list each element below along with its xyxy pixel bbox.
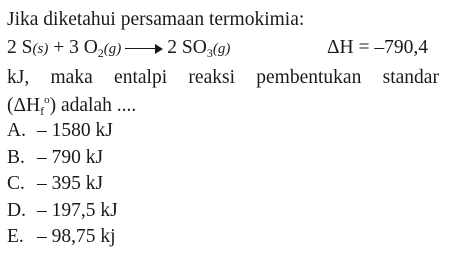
delta-h-label: ΔH — [327, 37, 354, 58]
state-gas-oxygen: (g) — [103, 41, 122, 57]
formation-subscript: f — [40, 104, 45, 118]
thermochemical-equation — [7, 34, 447, 64]
option-value: – 197,5 kJ — [37, 199, 118, 221]
option-value: – 98,75 kj — [37, 226, 116, 247]
reaction-arrow-icon — [125, 42, 163, 56]
word: reaksi — [188, 67, 235, 88]
question-ending: adalah .... — [61, 95, 137, 116]
product-sulfur-trioxide: 2 SO — [167, 37, 207, 58]
word: maka — [50, 67, 93, 88]
question-line-3 — [7, 64, 439, 92]
option-letter: B. — [7, 146, 25, 168]
oxygen-subscript: 2 — [97, 46, 104, 60]
reactant-oxygen: 3 O — [69, 37, 98, 58]
option-value: – 1580 kJ — [37, 120, 113, 141]
word: standar — [382, 67, 439, 88]
reactant-sulfur: 2 S — [7, 37, 33, 58]
option-letter: E. — [7, 226, 24, 247]
option-letter: D. — [7, 199, 26, 221]
plus-sign: + — [53, 37, 65, 58]
option-value: – 395 kJ — [37, 173, 104, 194]
answer-options — [7, 118, 118, 251]
option-e[interactable] — [7, 224, 118, 251]
delta-h-close: ) — [49, 95, 57, 116]
option-c[interactable] — [7, 171, 118, 198]
option-letter: A. — [7, 120, 26, 141]
word: kJ, — [7, 67, 30, 88]
question-line-4 — [7, 92, 447, 120]
word: entalpi — [114, 67, 168, 88]
option-value: – 790 kJ — [37, 146, 104, 168]
option-a[interactable] — [7, 118, 118, 145]
enthalpy-change — [327, 34, 428, 62]
question-intro: Jika diketahui persamaan termokimia: — [7, 9, 305, 30]
option-letter: C. — [7, 173, 25, 194]
state-solid: (s) — [32, 41, 49, 57]
question-text — [7, 6, 447, 120]
product-subscript: 3 — [206, 46, 213, 60]
option-d[interactable] — [7, 198, 118, 225]
equation-body — [7, 34, 230, 63]
option-b[interactable] — [7, 145, 118, 172]
delta-h-value: = –790,4 — [358, 37, 428, 58]
delta-h-open: (ΔH — [7, 95, 41, 116]
standard-superscript: o — [44, 94, 50, 106]
state-gas-product: (g) — [212, 41, 231, 57]
word: pembentukan — [256, 67, 362, 88]
standard-enthalpy-symbol — [7, 95, 56, 116]
